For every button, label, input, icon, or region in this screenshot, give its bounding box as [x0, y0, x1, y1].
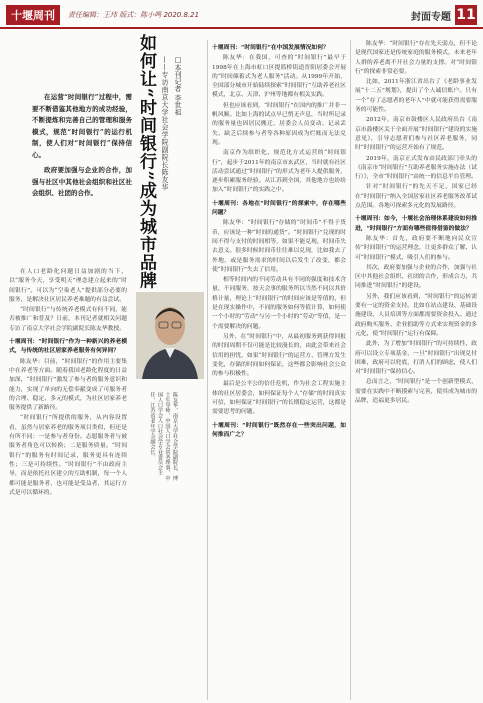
interview-question: 十堰周刊：各地在“时间银行”的探索中，存在哪些问题？: [212, 200, 346, 217]
lead-paragraph: 政府要加强与企业的合作，加强与社区中其他社会组织和社区社会组织、社团的合作。: [32, 166, 132, 197]
portrait-image: [136, 292, 204, 379]
body-paragraph: 2019年，南京正式发布由民政部门牵头的《南京市“时间银行”互助养老服务实施办法（试行）》，全市“时间银行”由统一的信息平台管理。: [355, 155, 477, 181]
interview-question: 十堰周刊：“时间银行”在中国发展情况如何？: [212, 45, 329, 51]
article-title: 如何让“时间银行”成为城市品牌: [136, 34, 156, 290]
column-divider: [350, 40, 351, 700]
body-paragraph: 另外，在“时间银行”中，从最初服务到获得回报的时间周期不仅可能是比较漫长的，由此会带来社会信用的担忧，如果“时间银行”的运营方、管理方发生变化，存储的时间如何保证，这些都会影响社会公众的参与积极性。: [212, 333, 346, 378]
header-rule: [0, 27, 483, 29]
column-divider: [207, 40, 208, 700]
photo-caption: 陈友华，南京大学社会学院副院长、博士生导师，中国人口学会常务理事，中国人口学会人口社会学专业委员会主任，江苏省老年学会副会长。: [149, 392, 178, 481]
article-column-1: [9, 268, 127, 698]
article-column-2: [212, 40, 346, 698]
editor-meta: 责任编辑：王玮 版式：陈小鸣 2020.8.21: [68, 11, 200, 19]
body-paragraph: 陈友华：在我国，可查的“时间银行”最早于1998年在上海市虹口区提篮桥街道晋阳居委会开展的“时间储蓄式为老人服务”活动。从1999年开始，全国部分城市开始陆续探索“时间银行”互助养老社区模式，北京、天津、沪州等地都有相关实践。: [212, 55, 346, 99]
interview-question: 十堰周刊：“时间银行”作为一种新兴的养老模式，与传统的社区居家养老服务有何异同？: [9, 339, 127, 355]
body-paragraph: 相等时间内的不同劳动具有不同的强度和技术含量，不同服务，按天会事的服务所以当然不同以其价格计量，理论上“时间银行”的时间应该是等值的，但是在现实操作中，不同的服务如何等值计算，如何使一个小时的“劳动”与另一个小时的“劳动”等值，是一个需要解决的问题。: [212, 277, 346, 330]
header-right: [411, 5, 477, 25]
page-number: 11: [456, 7, 476, 23]
interview-question: 十堰周刊：“时间银行”既然存在一些突出问题，如何推而广之？: [212, 422, 346, 438]
section-name: 封面专题: [411, 11, 451, 23]
body-paragraph: 陈友华：首先，政府要不断地向民众宣传“时间银行”的运营理念，让更多群众了解、认可“时间银行”模式，吸引人们的参与。: [355, 235, 477, 261]
body-paragraph: 南京作为组织化、规范化方式运营的“时间银行”，起步于2011年的南京市玄武区，当时就有社区活动尝试通过“时间银行”的形式为老年人提供服务，逐步积累服务经验。从江苏到全国，其他地方也纷纷加入“时间银行”的实践之中。: [212, 150, 346, 194]
body-paragraph: 陈友华：“时间银行”存储的“时间币”不得于货币，应该是一种“时间的通货”。“时间银行”兑现的时间不得与支付的时间相等，如果不能兑现，时间币失去意义。很多时候时间币往往难以兑现，比如我去了外地，或是服务需求的时间以后发生了改变，都会使“时间银行”失去了信用。: [212, 220, 346, 273]
body-paragraph: 在人口老龄化问题日益加剧的当下，以“服务今天，享受明天”理念建立起来的“时间银行”，可以为“空巢老人”提供部分必要的服务，是解决社区居民养老难题的有益尝试。: [9, 269, 127, 303]
body-paragraph: 陈友华：“时间银行”存在先天弱点，但不论是现代国家还是传统家庭的服务模式，未来老年人群的养老离不开社会力量的支撑。对“时间银行”的探索非常必要。: [355, 41, 477, 75]
page-header: [0, 0, 483, 30]
body-paragraph: “时间银行”与传统养老模式有何不同，能否被推广和普及？日前，本刊记者就相关问题专访了南京大学社会学院副院长陈友华教授。: [9, 307, 127, 332]
interview-question: 十堰周刊：如今，十堰社会治理体系建设如何推进，“时间银行”方面有哪些值得借鉴的做法？: [355, 216, 477, 232]
body-paragraph: 其次，政府要加强与企业的合作，加强与社区中其他社会组织、社团的合作，形成合力，共同推进“时间银行”的建设。: [355, 264, 477, 290]
body-paragraph: 比如，2011年浙江省出台了《老龄事业发展“十二五”规划》，提出了个人诚信账户。只有一个“存了志愿者的老年人”中就可能获得需要服务的可能性。: [355, 79, 477, 114]
body-paragraph: 此外，为了增加“时间银行”的可持续性，政府可以设立专项基金，一旦“时间银行”出现兑付困难，政府可以兜底，打消人们的顾虑，使人们对“时间银行”保持信心。: [355, 341, 477, 376]
body-paragraph: 总而言之，“时间银行”是一个创新型模式，需要在实践中不断摸索与完善，使其成为城市的品牌，造福更多居民。: [355, 379, 477, 404]
publication-logo: 十堰周刊: [6, 5, 60, 25]
body-paragraph: 最后是公平公的信任危机，作为社会工程实施主体的社区居委会，如何保证每个人“存储”的时间真实可信，如何保证“时间银行”的长期稳定运营，这都是需要思考的问题。: [212, 381, 346, 416]
lead-summary: [32, 92, 132, 204]
body-paragraph: “时间银行”所提供的服务，从内容设置看，虽然与居家养老的服务项目类似，但还是有所不同：一是参与者身份。志愿服务者与被服务者角色可以转换；二是服务质量。“时间银行”的服务有时间记录，服务更具有连续性；三是可持续性。“时间银行”不由政府主导，而是依托社区建立的互助机制，每一个人都可能是服务者，也可能是受益者，其运行方式是可以循环的。: [9, 415, 127, 496]
interviewee-photo: [136, 292, 204, 379]
body-paragraph: 2012年，南京市鼓楼区人民政府出台《南京市鼓楼区关于全面开展“时间银行”建设的实施意见》，引导志愿者们参与社区养老服务，同时“时间银行”的运营开始有了规范。: [355, 117, 477, 152]
article-byline: □本刊记者 李世祖: [174, 56, 182, 116]
body-paragraph: 针对“时间银行”的先天不足，国家已经在“时间银行”纳入全国居家社区养老服务改革试点范围。各地可探索多元化的发展路径。: [355, 184, 477, 210]
article-subtitle: ——专访南京大学社会学院副院长陈友华: [161, 56, 169, 191]
body-paragraph: 但也应该看到，“时间银行”在国内的推广并非一帆风顺。比如上海的试点早已悄无声息，当时所记录的服务量也因居民搬迁、居委会人员变动、记录丢失、缺乏后续参与者等各种原因成为烂账而无法兑现。: [212, 102, 346, 146]
body-paragraph: 另外，我们应该看到，“时间银行”的运转需要有一定的资金支持。比如在站点建设、基础设施建设、人员培训等方面都需要资金投入。通过政府购买服务、企业捐助等方式来实现资金的多元化，使“时间银行”运行有保障。: [355, 293, 477, 337]
article-column-3: [355, 40, 477, 698]
lead-paragraph: 在运营“时间银行”过程中，需要不断借鉴其他地方的成功经验，不断提炼和完善自己的管理和服务模式，规范“时间银行”的运行机制，使人们对“时间银行”保持信心。: [32, 93, 132, 159]
body-paragraph: 陈友华：目前，“时间银行”的作用主要集中在养老等方面。随着我国老龄化程度的日益加深，“时间银行”激发了参与者的服务意识和能力，实现了单向的无偿奉献变成了可服务者的合理、稳定、多元的模式，为社区居家养老服务提供了新路径。: [9, 358, 127, 412]
header-left: [6, 6, 199, 24]
